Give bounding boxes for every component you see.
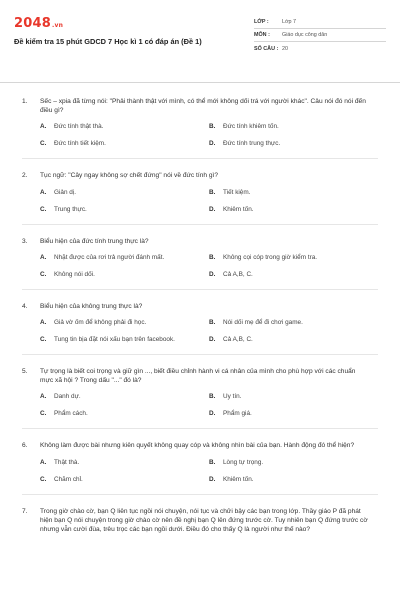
question-text <box>22 171 378 180</box>
option-text: Phẩm cách. <box>54 410 88 418</box>
option-text: Phẩm giá. <box>223 410 252 418</box>
option-b[interactable] <box>209 319 378 336</box>
question-separator <box>22 224 378 225</box>
option-text: Không cọi cóp trong giờ kiểm tra. <box>223 253 318 261</box>
option-letter: A. <box>40 319 47 327</box>
question-body: Biểu hiện của đức tính trung thực là? <box>40 237 149 245</box>
exam-meta-table <box>254 16 386 55</box>
question-body: Trong giờ chào cờ, bạn Q liên tục ngồi nói chuyện, nói tục và chửi bậy các bạn trong lớp. Thầy giáo P đã phát hiện bạn Q nói chuyện trong giờ chào cờ nên đề nghị bạn Q lên đứng trước cờ. Tuy nhiên bạn Q đứng trước cờ nhưng vẫn cười đùa, trêu trọc các bạn ngồi dưới. Điều đó cho thấy Q là người như thế nào? <box>40 507 368 534</box>
meta-row-subject <box>254 29 386 42</box>
question-number: 3. <box>22 237 28 245</box>
option-c[interactable] <box>40 271 209 288</box>
option-text: Uy tín. <box>223 393 242 401</box>
logo-suffix: .vn <box>51 22 64 29</box>
option-text: Khiêm tốn. <box>223 475 254 483</box>
option-grid <box>22 319 378 353</box>
option-c[interactable] <box>40 206 209 223</box>
option-letter: C. <box>40 336 47 344</box>
question-number: 1. <box>22 98 28 105</box>
option-grid <box>22 189 378 223</box>
question-item <box>22 507 378 535</box>
question-item <box>22 441 378 494</box>
option-text: Giản dị. <box>54 188 77 196</box>
option-d[interactable] <box>209 336 378 353</box>
question-separator <box>22 354 378 355</box>
site-logo[interactable] <box>14 17 249 33</box>
question-number: 7. <box>22 507 28 515</box>
option-letter: D. <box>209 270 216 278</box>
question-separator <box>22 158 378 159</box>
question-number: 6. <box>22 442 28 450</box>
question-text <box>22 507 378 535</box>
option-letter: B. <box>209 188 216 196</box>
brand-block <box>14 14 249 46</box>
option-letter: B. <box>209 319 216 327</box>
question-body: Sếc – xpia đã từng nói: "Phải thành thật với mình, có thể mới không dối trá với người khác". Câu nói đó nói đến điều gì? <box>40 98 366 115</box>
option-b[interactable] <box>209 393 378 410</box>
option-b[interactable] <box>209 254 378 271</box>
question-separator <box>22 289 378 290</box>
question-text <box>22 97 378 115</box>
option-letter: D. <box>209 410 216 418</box>
option-d[interactable] <box>209 140 378 157</box>
option-letter: C. <box>40 270 47 278</box>
option-text: Tung tin bịa đặt nói xấu bạn trên facebook. <box>54 336 175 344</box>
option-letter: B. <box>209 253 216 261</box>
option-letter: B. <box>209 458 216 466</box>
question-item <box>22 237 378 290</box>
option-text: Đức tính thật thà. <box>54 123 104 131</box>
question-separator <box>22 494 378 495</box>
logo-main: 2048 <box>14 16 51 31</box>
option-text: Đức tính khiêm tốn. <box>223 123 279 131</box>
question-number: 4. <box>22 302 28 310</box>
option-a[interactable] <box>40 189 209 206</box>
question-item <box>22 171 378 224</box>
option-a[interactable] <box>40 393 209 410</box>
meta-row-count <box>254 42 386 55</box>
option-text: Nhặt được của rơi trả người đánh mất. <box>54 253 165 261</box>
option-b[interactable] <box>209 189 378 206</box>
option-letter: A. <box>40 188 47 196</box>
option-letter: D. <box>209 475 216 483</box>
option-text: Thật thà. <box>54 458 80 466</box>
option-letter: D. <box>209 140 216 148</box>
option-text: Khiêm tốn. <box>223 205 254 213</box>
option-c[interactable] <box>40 410 209 427</box>
meta-value: Giáo dục công dân <box>282 32 328 38</box>
question-separator <box>22 428 378 429</box>
option-b[interactable] <box>209 123 378 140</box>
option-letter: C. <box>40 410 47 418</box>
option-text: Giả vờ ốm để không phải đi học. <box>54 319 147 327</box>
question-body: Tục ngữ: "Cây ngay không sợ chết đứng" nói về đức tính gì? <box>40 172 219 180</box>
option-text: Cả A,B, C. <box>223 336 253 344</box>
question-text <box>22 302 378 311</box>
option-text: Trung thực. <box>54 205 87 213</box>
option-a[interactable] <box>40 319 209 336</box>
header-divider <box>0 82 400 83</box>
option-letter: C. <box>40 205 47 213</box>
option-d[interactable] <box>209 271 378 288</box>
option-text: Đức tính tiết kiệm. <box>54 140 106 148</box>
option-text: Chăm chỉ. <box>54 475 83 483</box>
question-body: Tự trọng là biết coi trọng và giữ gìn ..., biết điều chỉnh hành vi cá nhân của mình cho phù hợp với các chuẩn mực xã hội ? Trong dấu "..." đó là? <box>40 368 356 385</box>
meta-value: 20 <box>282 45 288 52</box>
option-letter: C. <box>40 140 47 148</box>
meta-label: SỐ CÂU : <box>254 45 279 52</box>
option-d[interactable] <box>209 476 378 493</box>
question-item <box>22 367 378 429</box>
option-a[interactable] <box>40 254 209 271</box>
question-item <box>22 97 378 159</box>
page-title: Đề kiểm tra 15 phút GDCD 7 Học kì 1 có đáp án (Đề 1) <box>14 37 202 46</box>
option-letter: B. <box>209 393 216 401</box>
option-letter: B. <box>209 123 216 131</box>
option-letter: C. <box>40 475 47 483</box>
option-c[interactable] <box>40 476 209 493</box>
option-letter: A. <box>40 458 47 466</box>
option-a[interactable] <box>40 459 209 476</box>
option-text: Lòng tự trọng. <box>223 458 264 466</box>
option-text: Cả A,B, C. <box>223 270 253 278</box>
option-c[interactable] <box>40 140 209 157</box>
question-number: 2. <box>22 172 28 180</box>
option-d[interactable] <box>209 410 378 427</box>
option-letter: A. <box>40 393 47 401</box>
option-letter: D. <box>209 205 216 213</box>
question-number: 5. <box>22 368 28 376</box>
meta-label: MÔN : <box>254 32 270 38</box>
question-body: Biểu hiện của không trung thực là? <box>40 302 143 310</box>
option-d[interactable] <box>209 206 378 223</box>
option-b[interactable] <box>209 459 378 476</box>
question-text <box>22 237 378 246</box>
option-grid <box>22 254 378 288</box>
option-letter: A. <box>40 253 47 261</box>
question-list <box>14 97 386 534</box>
option-grid <box>22 459 378 493</box>
option-letter: A. <box>40 123 47 131</box>
meta-row-class <box>254 16 386 29</box>
question-item <box>22 302 378 355</box>
option-c[interactable] <box>40 336 209 353</box>
question-text <box>22 367 378 385</box>
option-grid <box>22 393 378 427</box>
meta-label: LỚP : <box>254 19 269 25</box>
option-grid <box>22 123 378 157</box>
option-text: Tiết kiệm. <box>223 188 251 196</box>
meta-value: Lớp 7 <box>282 19 297 25</box>
option-letter: D. <box>209 336 216 344</box>
question-text <box>22 441 378 450</box>
question-body: Không làm được bài nhưng kiên quyết không quay cóp và không nhìn bài của bạn. Hành động đó thể hiện? <box>40 442 355 450</box>
option-a[interactable] <box>40 123 209 140</box>
option-text: Nói dối mẹ để đi chơi game. <box>223 319 303 327</box>
option-text: Đức tính trung thực. <box>223 140 281 148</box>
option-text: Danh dự. <box>54 393 81 401</box>
page-header <box>14 14 386 76</box>
option-text: Không nói dối. <box>54 270 95 278</box>
